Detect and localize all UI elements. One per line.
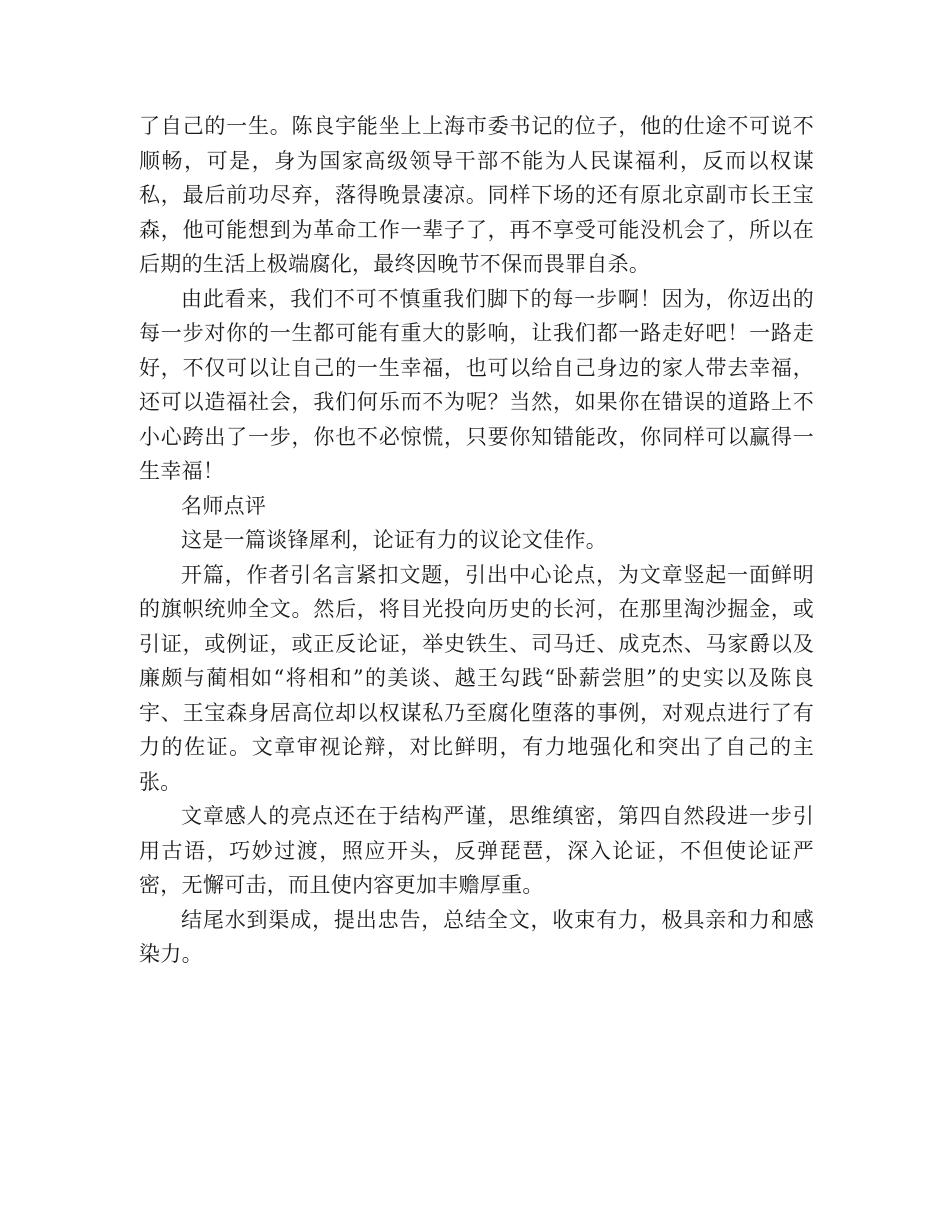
section-heading-teacher-comment: 名师点评 — [181, 493, 267, 518]
paragraph-chen-liangyu: 了自己的一生。陈良宇能坐上上海市委书记的位子，他的仕途不可说不顺畅，可是，身为国家高级领导干部不能为人民谋福利，反而以权谋私，最后前功尽弃，落得晚景凄凉。同样下场的还有原北京副市长王宝森，他可能想到为革命工作一辈子了，再不享受可能没机会了，所以在后期的生活上极端腐化，最终因晚节不保而畏罪自杀。 — [139, 114, 814, 276]
paragraph-comment-summary: 这是一篇谈锋犀利，论证有力的议论文佳作。 — [181, 528, 607, 552]
paragraph-conclusion: 由此看来，我们不可不慎重我们脚下的每一步啊！因为，你迈出的每一步对你的一生都可能有重大的影响，让我们都一路走好吧！一路走好，不仅可以让自己的一生幸福，也可以给自己身边的家人带去幸福，还可以造福社会，我们何乐而不为呢？当然，如果你在错误的道路上不小心跨出了一步，你也不必惊慌，只要你知错能改，你同样可以赢得一生幸福！ — [139, 286, 814, 483]
paragraph-comment-opening: 开篇，作者引名言紧扣文题，引出中心论点，为文章竖起一面鲜明的旗帜统帅全文。然后，将目光投向历史的长河，在那里淘沙掘金，或引证，或例证，或正反论证，举史铁生、司马迁、成克杰、马家爵以及廉颇与蔺相如“将相和”的美谈、越王勾践“卧薪尝胆”的史实以及陈良宇、王宝森身居高位却以权谋私乃至腐化堕落的事例，对观点进行了有力的佐证。文章审视论辩，对比鲜明，有力地强化和突出了自己的主张。 — [139, 562, 814, 794]
paragraph-comment-ending: 结尾水到渠成，提出忠告，总结全文，收束有力，极具亲和力和感染力。 — [139, 907, 814, 966]
paragraph-comment-structure: 文章感人的亮点还在于结构严谨，思维缜密，第四自然段进一步引用古语，巧妙过渡，照应开头，反弹琵琶，深入论证，不但使论证严密，无懈可击，而且使内容更加丰赡厚重。 — [139, 804, 814, 897]
document-body — [139, 109, 814, 972]
